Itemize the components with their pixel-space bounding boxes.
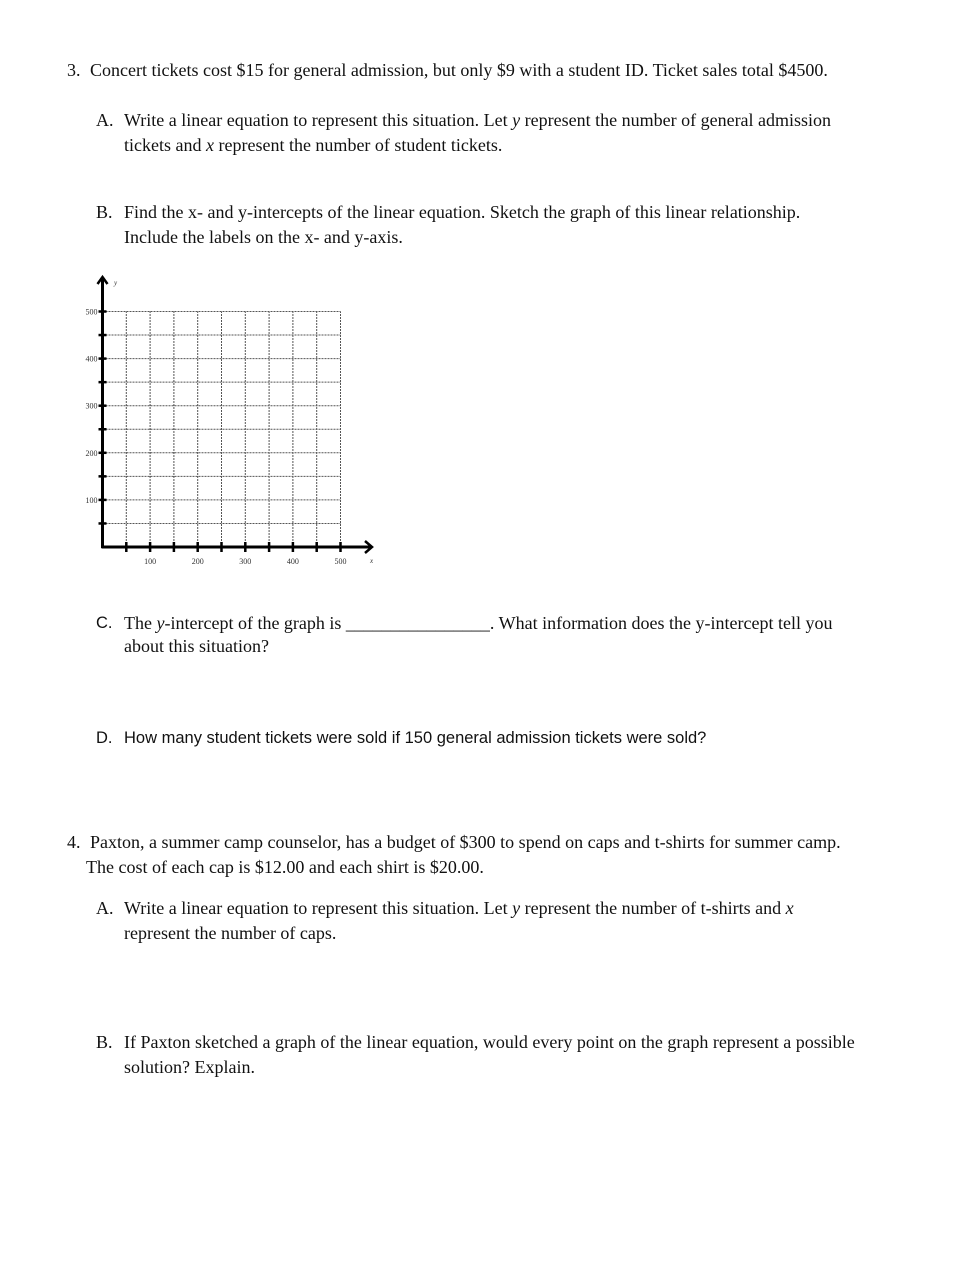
y-tick-label: 300	[85, 401, 98, 411]
y-tick-label: 500	[85, 307, 98, 317]
q4b-label: B.	[96, 1032, 113, 1052]
q3d-text: How many student tickets were sold if 150 general admission tickets were sold?	[124, 729, 707, 747]
y-tick-label: 100	[85, 495, 98, 505]
y-tick-label: 200	[85, 448, 98, 458]
q4a-line1: Write a linear equation to represent this situation. Let y represent the number of t-shirts and x	[124, 898, 794, 918]
q3c-line1: The y-intercept of the graph is ________________. What information does the y-intercept tell you	[124, 613, 833, 633]
q3c-label: C.	[96, 614, 113, 632]
q3c-line2: about this situation?	[124, 636, 269, 656]
y-axis-label: y	[114, 279, 118, 287]
q3-number: 3.	[67, 60, 81, 80]
q4-line1: Paxton, a summer camp counselor, has a budget of $300 to spend on caps and t-shirts for summer camp.	[90, 832, 841, 852]
q4b-line2: solution? Explain.	[124, 1057, 255, 1077]
q4b-line1: If Paxton sketched a graph of the linear equation, would every point on the graph represent a possible	[124, 1032, 855, 1052]
q4-line2: The cost of each cap is $12.00 and each shirt is $20.00.	[86, 857, 484, 877]
x-tick-label: 200	[191, 557, 204, 566]
q3a-line2: tickets and x represent the number of student tickets.	[124, 135, 503, 155]
q4a-label: A.	[96, 898, 114, 918]
q3d-label: D.	[96, 729, 113, 747]
q3-text: Concert tickets cost $15 for general admission, but only $9 with a student ID. Ticket sales total $4500.	[90, 60, 828, 80]
q3b-line1: Find the x- and y-intercepts of the linear equation. Sketch the graph of this linear relationship.	[124, 202, 801, 222]
x-tick-label: 500	[334, 557, 347, 566]
q3b-line2: Include the labels on the x- and y-axis.	[124, 227, 403, 247]
x-tick-label: 100	[144, 557, 157, 566]
x-axis-label: x	[370, 557, 374, 565]
q4-number: 4.	[67, 832, 81, 852]
q4a-line2: represent the number of caps.	[124, 923, 337, 943]
coordinate-grid	[0, 0, 979, 600]
q3a-label: A.	[96, 110, 114, 130]
y-tick-label: 400	[85, 354, 98, 364]
q3a-line1: Write a linear equation to represent this situation. Let y represent the number of general admission	[124, 110, 832, 130]
q3b-label: B.	[96, 202, 113, 222]
x-tick-label: 400	[286, 557, 299, 566]
x-tick-label: 300	[239, 557, 252, 566]
